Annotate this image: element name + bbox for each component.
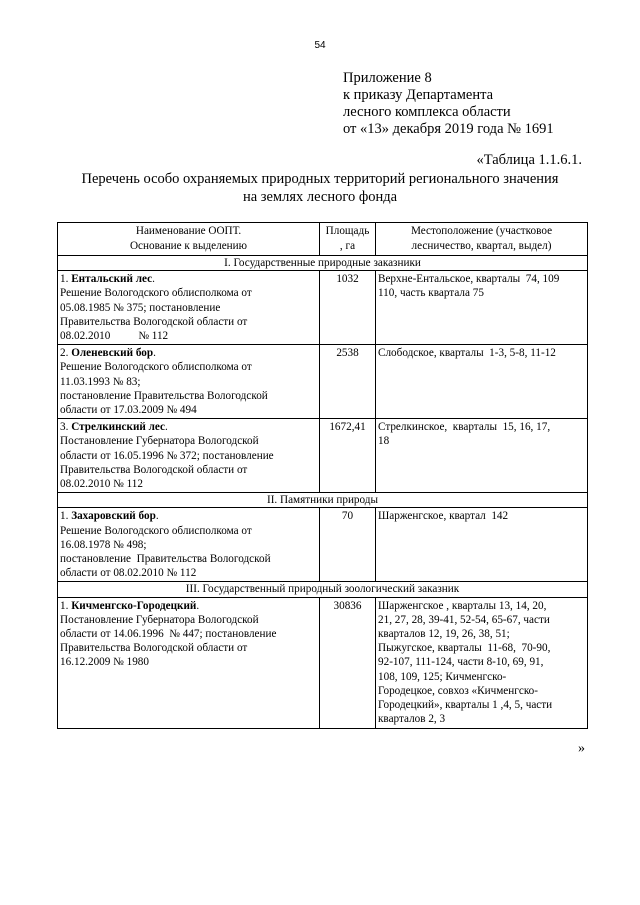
cell-location xyxy=(376,271,588,345)
cell-name-basis: 1. Захаровский бор. Решение Вологодского облисполкома от 16.08.1978 № 498; постановление Правительства Вологодской области от 08.02.2010 № 112 xyxy=(58,508,320,582)
cell-area: 1032 xyxy=(320,271,376,345)
basis-line: области от 08.02.2010 № 112 xyxy=(60,567,197,580)
header-area: Площадь , га xyxy=(320,223,376,256)
location-line: Стрелкинское, кварталы 15, 16, 17, xyxy=(378,421,551,434)
section-row xyxy=(58,493,588,508)
location-line: Шарженгское , кварталы 13, 14, 20, xyxy=(378,599,547,612)
location-line: 92-107, 111-124, части 8-10, 69, 91, xyxy=(378,656,544,669)
basis-line: Решение Вологодского облисполкома от xyxy=(60,524,252,537)
basis-line: Правительства Вологодской области от xyxy=(60,463,248,476)
row-number: 1. xyxy=(60,273,69,286)
row-number: 2. xyxy=(60,347,69,360)
section-title: III. Государственный природный зоологический заказник xyxy=(58,582,588,597)
oopt-name: Захаровский бор xyxy=(71,510,156,523)
table-row xyxy=(58,345,588,419)
cell-location xyxy=(376,508,588,582)
table-reference: «Таблица 1.1.6.1. xyxy=(476,152,582,168)
cell-location xyxy=(376,419,588,493)
table-row xyxy=(58,508,588,582)
table-row xyxy=(58,271,588,345)
table-row xyxy=(58,419,588,493)
oopt-table xyxy=(57,222,588,729)
title-line: на землях лесного фонда xyxy=(242,189,398,205)
section-row xyxy=(58,256,588,271)
appendix-line: Приложение 8 xyxy=(343,70,432,86)
basis-line: области от 16.05.1996 № 372; постановление xyxy=(60,449,274,462)
location-line: кварталов 2, 3 xyxy=(378,713,446,726)
basis-line: области от 14.06.1996 № 447; постановление xyxy=(60,628,277,641)
location-line: кварталов 12, 19, 26, 38, 51; xyxy=(378,628,510,641)
section-title: I. Государственные природные заказники xyxy=(58,256,588,271)
appendix-block xyxy=(343,70,554,138)
appendix-line: к приказу Департамента xyxy=(343,87,494,103)
location-line: Городецкий», кварталы 1 ,4, 5, части xyxy=(378,699,553,712)
cell-name-basis: 2. Оленевский бор. Решение Вологодского облисполкома от 11.03.1993 № 83; постановление Правительства Вологодской области от 17.03.2009 № 494 xyxy=(58,345,320,419)
oopt-name: Ентальский лес xyxy=(71,273,153,286)
location-line: 21, 27, 28, 39-41, 52-54, 65-67, части xyxy=(378,613,550,626)
basis-line: постановление Правительства Вологодской xyxy=(60,389,268,402)
row-number: 1. xyxy=(60,510,69,523)
closing-quote: » xyxy=(578,741,585,756)
section-title: II. Памятники природы xyxy=(58,493,588,508)
location-line: Верхне-Ентальское, кварталы 74, 109 xyxy=(378,273,560,286)
table-row xyxy=(58,597,588,728)
table-header-row xyxy=(58,223,588,256)
row-number: 1. xyxy=(60,599,69,612)
basis-line: Правительства Вологодской области от xyxy=(60,642,248,655)
header-location: Местоположение (участковое лесничество, квартал, выдел) xyxy=(376,223,588,256)
basis-line: Решение Вологодского облисполкома от xyxy=(60,287,252,300)
basis-line: постановление Правительства Вологодской xyxy=(60,553,271,566)
basis-line: Постановление Губернатора Вологодской xyxy=(60,613,259,626)
basis-line: Постановление Губернатора Вологодской xyxy=(60,435,259,448)
oopt-name: Стрелкинский лес xyxy=(71,421,165,434)
basis-line: Правительства Вологодской области от xyxy=(60,315,248,328)
location-line: Пыжугское, кварталы 11-68, 70-90, xyxy=(378,642,551,655)
location-line: Слободское, кварталы 1-3, 5-8, 11-12 xyxy=(378,347,556,360)
cell-name-basis: 3. Стрелкинский лес. Постановление Губернатора Вологодской области от 16.05.1996 № 372; постановление Правительства Вологодской области от 08.02.2010 № 112 xyxy=(58,419,320,493)
cell-name-basis: 1. Ентальский лес. Решение Вологодского облисполкома от 05.08.1985 № 375; постановление Правительства Вологодской области от 08.02.2010 № 112 xyxy=(58,271,320,345)
cell-area: 30836 xyxy=(320,597,376,728)
cell-location xyxy=(376,345,588,419)
row-number: 3. xyxy=(60,421,69,434)
appendix-line: лесного комплекса области xyxy=(343,104,511,120)
oopt-name: Кичменгско-Городецкий xyxy=(71,599,197,612)
page-number: 54 xyxy=(314,40,326,51)
basis-line: Решение Вологодского облисполкома от xyxy=(60,361,252,374)
basis-line: 11.03.1993 № 83; xyxy=(60,375,141,388)
oopt-name: Оленевский бор xyxy=(71,347,154,360)
location-line: 110, часть квартала 75 xyxy=(378,287,484,300)
appendix-line: от «13» декабря 2019 года № 1691 xyxy=(343,121,554,137)
cell-area: 2538 xyxy=(320,345,376,419)
cell-location xyxy=(376,597,588,728)
basis-line: 08.02.2010 № 112 xyxy=(60,330,169,343)
cell-area: 1672,41 xyxy=(320,419,376,493)
document-title xyxy=(40,170,600,206)
basis-line: 05.08.1985 № 375; постановление xyxy=(60,301,221,314)
location-line: 18 xyxy=(378,435,390,448)
basis-line: 16.08.1978 № 498; xyxy=(60,538,147,551)
cell-area: 70 xyxy=(320,508,376,582)
location-line: 108, 109, 125; Кичменгско- xyxy=(378,670,507,683)
basis-line: области от 17.03.2009 № 494 xyxy=(60,404,197,417)
section-row xyxy=(58,582,588,597)
location-line: Шарженгское, квартал 142 xyxy=(378,510,509,523)
cell-name-basis: 1. Кичменгско-Городецкий. Постановление Губернатора Вологодской области от 14.06.1996 № 447; постановление Правительства Вологодской области от 16.12.2009 № 1980 xyxy=(58,597,320,728)
table-body xyxy=(58,256,588,729)
basis-line: 08.02.2010 № 112 xyxy=(60,478,143,491)
header-name: Наименование ООПТ. Основание к выделению xyxy=(58,223,320,256)
location-line: Городецкое, совхоз «Кичменгско- xyxy=(378,684,539,697)
title-line: Перечень особо охраняемых природных территорий регионального значения xyxy=(81,171,559,187)
basis-line: 16.12.2009 № 1980 xyxy=(60,656,149,669)
